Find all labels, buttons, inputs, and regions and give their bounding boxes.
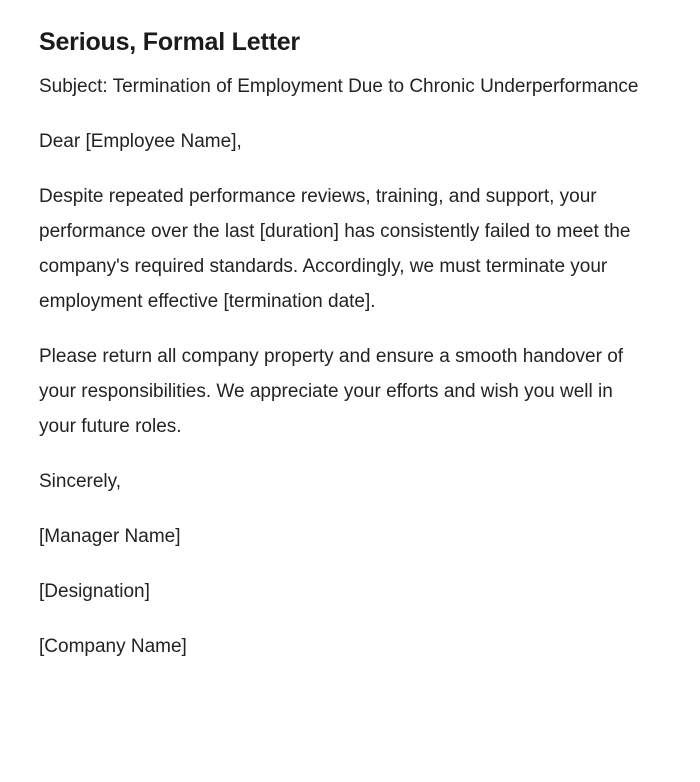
- body-paragraph-1: Despite repeated performance reviews, training, and support, your performance over the last [duration] has consistently failed to meet the company's required standards. Accordingly, we must terminate your employment effective [termination date].: [39, 185, 631, 312]
- salutation: Dear [Employee Name],: [39, 130, 242, 152]
- page-title: Serious, Formal Letter: [39, 28, 300, 56]
- subject-line: Subject: Termination of Employment Due to Chronic Underperformance: [39, 75, 639, 97]
- signature-company-name: [Company Name]: [39, 635, 187, 657]
- body-paragraph-2: Please return all company property and ensure a smooth handover of your responsibilities. We appreciate your efforts and wish you well in your future roles.: [39, 345, 624, 437]
- signature-manager-name: [Manager Name]: [39, 525, 181, 547]
- closing: Sincerely,: [39, 470, 122, 492]
- signature-designation: [Designation]: [39, 580, 150, 602]
